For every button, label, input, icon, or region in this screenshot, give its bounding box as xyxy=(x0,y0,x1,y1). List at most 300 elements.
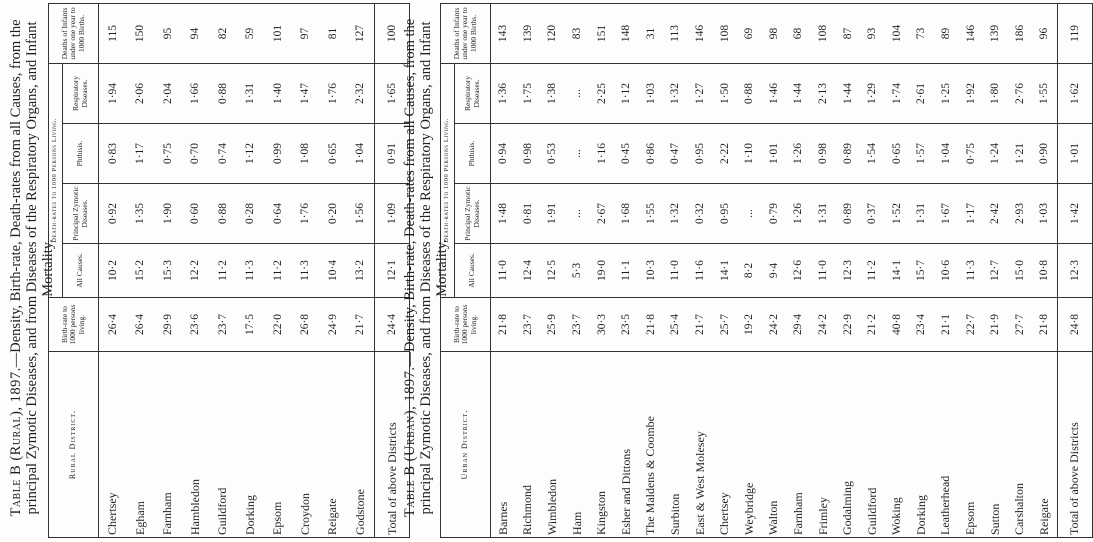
respiratory-cell: 1·40 xyxy=(264,63,292,123)
respiratory-cell: 2·04 xyxy=(154,63,182,123)
rural-phthisis-header: Phthisis. xyxy=(63,124,99,184)
respiratory-cell: 1·55 xyxy=(1032,63,1057,123)
zymotic-cell: 0·79 xyxy=(762,184,787,244)
zymotic-cell: 1·26 xyxy=(786,184,811,244)
district-name-cell xyxy=(835,352,860,538)
district-name-cell xyxy=(909,352,934,538)
infant-deaths-cell: 127 xyxy=(347,3,375,63)
infant-deaths-cell: 82 xyxy=(209,3,237,63)
phthisis-cell: 0·86 xyxy=(639,124,664,184)
district-name-cell xyxy=(786,352,811,538)
table-row xyxy=(614,3,639,537)
birth-rate-cell: 22·0 xyxy=(264,298,292,352)
phthisis-cell: 0·89 xyxy=(835,124,860,184)
infant-deaths-cell: 146 xyxy=(688,3,713,63)
all-causes-cell: 12·2 xyxy=(182,244,210,298)
table-row xyxy=(934,3,959,537)
birth-rate-cell: 24·2 xyxy=(762,298,787,352)
respiratory-cell: 1·46 xyxy=(762,63,787,123)
all-causes-cell: 15·2 xyxy=(127,244,155,298)
table-row xyxy=(1032,3,1057,537)
total-label: Total of above Districts xyxy=(1057,352,1092,538)
zymotic-cell: ... xyxy=(737,184,762,244)
birth-rate-cell: 23·5 xyxy=(614,298,639,352)
table-row xyxy=(860,3,885,537)
birth-rate-cell: 23·4 xyxy=(909,298,934,352)
urban-table xyxy=(440,3,1093,538)
phthisis-cell: 1·24 xyxy=(983,124,1008,184)
infant-deaths-cell: 143 xyxy=(491,3,516,63)
phthisis-cell: 0·53 xyxy=(540,124,565,184)
birth-rate-cell: 22·7 xyxy=(958,298,983,352)
birth-rate-cell: 24·9 xyxy=(319,298,347,352)
table-row xyxy=(762,3,787,537)
respiratory-cell: 1·27 xyxy=(688,63,713,123)
respiratory-cell: 1·29 xyxy=(860,63,885,123)
table-row xyxy=(347,3,375,537)
district-name: Richmond xyxy=(520,485,535,535)
district-name-cell xyxy=(663,352,688,538)
district-name: Egham xyxy=(132,501,147,535)
all-causes-cell: 15·3 xyxy=(154,244,182,298)
all-causes-cell: 10·3 xyxy=(639,244,664,298)
phthisis-cell: 1·26 xyxy=(786,124,811,184)
infant-deaths-cell: 186 xyxy=(1007,3,1032,63)
infant-deaths-cell: 101 xyxy=(264,3,292,63)
district-name: Barnes xyxy=(495,501,510,535)
district-name: Wimbledon xyxy=(544,478,559,535)
zymotic-cell: 2·93 xyxy=(1007,184,1032,244)
district-name-cell xyxy=(182,352,210,538)
district-name: Carshalton xyxy=(1012,483,1027,535)
table-row xyxy=(712,3,737,537)
total-infant-deaths-cell: 100 xyxy=(375,3,410,63)
table-row xyxy=(811,3,836,537)
all-causes-cell: 15·0 xyxy=(1007,244,1032,298)
district-name-cell xyxy=(540,352,565,538)
district-name-cell xyxy=(127,352,155,538)
birth-rate-cell: 23·6 xyxy=(182,298,210,352)
all-causes-cell: 5·3 xyxy=(565,244,590,298)
infant-deaths-cell: 87 xyxy=(835,3,860,63)
district-name: Godalming xyxy=(840,481,855,535)
zymotic-cell: 1·48 xyxy=(491,184,516,244)
total-all-causes-cell: 12·3 xyxy=(1057,244,1092,298)
infant-deaths-cell: 104 xyxy=(885,3,910,63)
zymotic-cell: 0·28 xyxy=(237,184,265,244)
phthisis-cell: 1·08 xyxy=(292,124,320,184)
phthisis-cell: 0·83 xyxy=(99,124,127,184)
birth-rate-cell: 21·8 xyxy=(491,298,516,352)
infant-deaths-cell: 148 xyxy=(614,3,639,63)
urban-table-body xyxy=(491,3,1093,537)
phthisis-cell: 1·16 xyxy=(589,124,614,184)
phthisis-cell: 1·54 xyxy=(860,124,885,184)
urban-death-rates-header: Death-rates to 1000 Persons Living. xyxy=(441,63,455,297)
district-name-cell xyxy=(491,352,516,538)
infant-deaths-cell: 94 xyxy=(182,3,210,63)
urban-district-header: Urban District. xyxy=(441,352,491,538)
birth-rate-cell: 29·9 xyxy=(154,298,182,352)
birth-rate-cell: 23·7 xyxy=(565,298,590,352)
phthisis-cell: 1·04 xyxy=(347,124,375,184)
respiratory-cell: 1·44 xyxy=(786,63,811,123)
district-name-cell xyxy=(860,352,885,538)
infant-deaths-cell: 69 xyxy=(737,3,762,63)
respiratory-cell: 2·61 xyxy=(909,63,934,123)
birth-rate-cell: 21·9 xyxy=(983,298,1008,352)
district-name: Guildford xyxy=(215,487,230,535)
zymotic-cell: 0·60 xyxy=(182,184,210,244)
district-name-cell xyxy=(639,352,664,538)
all-causes-cell: 11·3 xyxy=(292,244,320,298)
respiratory-cell: 2·76 xyxy=(1007,63,1032,123)
respiratory-cell: 1·80 xyxy=(983,63,1008,123)
total-label: Total of above Districts xyxy=(375,352,410,538)
respiratory-cell: 1·44 xyxy=(835,63,860,123)
district-name: Epsom xyxy=(963,501,978,535)
table-row xyxy=(319,3,347,537)
birth-rate-cell: 22·9 xyxy=(835,298,860,352)
phthisis-cell: 0·70 xyxy=(182,124,210,184)
phthisis-cell: 0·65 xyxy=(319,124,347,184)
all-causes-cell: 11·2 xyxy=(860,244,885,298)
total-birth-rate-cell: 24·8 xyxy=(1057,298,1092,352)
total-row xyxy=(1057,3,1092,537)
district-name-cell xyxy=(885,352,910,538)
phthisis-cell: 0·74 xyxy=(209,124,237,184)
phthisis-cell: 0·90 xyxy=(1032,124,1057,184)
respiratory-cell: 1·92 xyxy=(958,63,983,123)
respiratory-cell: 1·32 xyxy=(663,63,688,123)
all-causes-cell: 11·3 xyxy=(237,244,265,298)
table-row xyxy=(663,3,688,537)
all-causes-cell: 14·1 xyxy=(885,244,910,298)
phthisis-cell: 1·10 xyxy=(737,124,762,184)
district-name: Kingston xyxy=(594,490,609,535)
table-row xyxy=(209,3,237,537)
respiratory-cell: ... xyxy=(565,63,590,123)
zymotic-cell: 1·91 xyxy=(540,184,565,244)
district-name: Croydon xyxy=(297,493,312,535)
table-row xyxy=(688,3,713,537)
infant-deaths-cell: 93 xyxy=(860,3,885,63)
phthisis-cell: 1·21 xyxy=(1007,124,1032,184)
phthisis-cell: 1·04 xyxy=(934,124,959,184)
urban-phthisis-header: Phthisis. xyxy=(455,124,491,184)
table-row xyxy=(292,3,320,537)
respiratory-cell: 1·12 xyxy=(614,63,639,123)
rural-table-body xyxy=(99,3,410,537)
zymotic-cell: 0·81 xyxy=(516,184,541,244)
birth-rate-cell: 21·7 xyxy=(347,298,375,352)
table-row xyxy=(737,3,762,537)
all-causes-cell: 13·2 xyxy=(347,244,375,298)
district-name: Walton xyxy=(766,500,781,535)
all-causes-cell: 10·2 xyxy=(99,244,127,298)
table-row xyxy=(983,3,1008,537)
district-name-cell xyxy=(237,352,265,538)
infant-deaths-cell: 113 xyxy=(663,3,688,63)
table-row xyxy=(154,3,182,537)
zymotic-cell: 0·37 xyxy=(860,184,885,244)
district-name: Reigate xyxy=(325,498,340,535)
district-name-cell xyxy=(762,352,787,538)
infant-deaths-cell: 81 xyxy=(319,3,347,63)
phthisis-cell: 0·98 xyxy=(516,124,541,184)
infant-deaths-cell: 68 xyxy=(786,3,811,63)
birth-rate-cell: 21·8 xyxy=(1032,298,1057,352)
table-row xyxy=(589,3,614,537)
zymotic-cell: 1·90 xyxy=(154,184,182,244)
rural-table xyxy=(48,3,410,538)
table-row xyxy=(885,3,910,537)
zymotic-cell: 1·17 xyxy=(958,184,983,244)
district-name: Godstone xyxy=(352,489,367,535)
district-name: Esher and Dittons xyxy=(618,449,633,535)
total-birth-rate-cell: 24·4 xyxy=(375,298,410,352)
zymotic-cell: 0·95 xyxy=(712,184,737,244)
respiratory-cell: 1·94 xyxy=(99,63,127,123)
all-causes-cell: 10·4 xyxy=(319,244,347,298)
zymotic-cell: 1·68 xyxy=(614,184,639,244)
birth-rate-cell: 40·8 xyxy=(885,298,910,352)
district-name-cell xyxy=(688,352,713,538)
district-name: Reigate xyxy=(1036,498,1051,535)
zymotic-cell: 1·31 xyxy=(909,184,934,244)
all-causes-cell: 9·4 xyxy=(762,244,787,298)
urban-infant-header: Deaths of Infants under one year to 1000 Births. xyxy=(441,3,491,63)
urban-respiratory-header: Respiratory Diseases. xyxy=(455,63,491,123)
respiratory-cell: 2·25 xyxy=(589,63,614,123)
total-respiratory-cell: 1·62 xyxy=(1057,63,1092,123)
zymotic-cell: 0·20 xyxy=(319,184,347,244)
zymotic-cell: 1·56 xyxy=(347,184,375,244)
total-infant-deaths-cell: 119 xyxy=(1057,3,1092,63)
table-row xyxy=(516,3,541,537)
infant-deaths-cell: 108 xyxy=(712,3,737,63)
birth-rate-cell: 25·7 xyxy=(712,298,737,352)
all-causes-cell: 14·1 xyxy=(712,244,737,298)
zymotic-cell: 1·31 xyxy=(811,184,836,244)
district-name-cell xyxy=(589,352,614,538)
all-causes-cell: 11·0 xyxy=(491,244,516,298)
birth-rate-cell: 30·3 xyxy=(589,298,614,352)
birth-rate-cell: 17·5 xyxy=(237,298,265,352)
phthisis-cell: 0·95 xyxy=(688,124,713,184)
district-name: Weybridge xyxy=(741,482,756,535)
table-row xyxy=(1007,3,1032,537)
table-row xyxy=(264,3,292,537)
district-name: Ham xyxy=(569,511,584,535)
zymotic-cell: 1·76 xyxy=(292,184,320,244)
district-name: Sutton xyxy=(987,503,1002,535)
all-causes-cell: 12·7 xyxy=(983,244,1008,298)
rural-title-rest: —Density, Birth-rate, Death-rates from all Causes, from the principal Zymotic Diseases, and from Diseases of the Respiratory Organs, and Infant Mortality. xyxy=(8,19,56,515)
birth-rate-cell: 25·4 xyxy=(663,298,688,352)
infant-deaths-cell: 83 xyxy=(565,3,590,63)
birth-rate-cell: 21·1 xyxy=(934,298,959,352)
all-causes-cell: 11·6 xyxy=(688,244,713,298)
all-causes-cell: 12·4 xyxy=(516,244,541,298)
district-name-cell xyxy=(737,352,762,538)
zymotic-cell: 1·03 xyxy=(1032,184,1057,244)
zymotic-cell: 2·42 xyxy=(983,184,1008,244)
birth-rate-cell: 26·4 xyxy=(127,298,155,352)
birth-rate-cell: 21·2 xyxy=(860,298,885,352)
infant-deaths-cell: 108 xyxy=(811,3,836,63)
phthisis-cell: ... xyxy=(565,124,590,184)
all-causes-cell: 12·5 xyxy=(540,244,565,298)
urban-birth-rate-header: Birth-rate to 1000 persons living. xyxy=(441,298,491,352)
district-name: Guildford xyxy=(864,487,879,535)
birth-rate-cell: 24·2 xyxy=(811,298,836,352)
all-causes-cell: 15·7 xyxy=(909,244,934,298)
total-respiratory-cell: 1·65 xyxy=(375,63,410,123)
all-causes-cell: 11·2 xyxy=(264,244,292,298)
infant-deaths-cell: 151 xyxy=(589,3,614,63)
table-row xyxy=(909,3,934,537)
phthisis-cell: 0·75 xyxy=(154,124,182,184)
zymotic-cell: 0·88 xyxy=(209,184,237,244)
respiratory-cell: 1·75 xyxy=(516,63,541,123)
respiratory-cell: 1·66 xyxy=(182,63,210,123)
table-row xyxy=(237,3,265,537)
respiratory-cell: 0·88 xyxy=(737,63,762,123)
district-name: Chertsey xyxy=(105,492,120,535)
birth-rate-cell: 19·2 xyxy=(737,298,762,352)
infant-deaths-cell: 115 xyxy=(99,3,127,63)
total-zymotic-cell: 1·42 xyxy=(1057,184,1092,244)
urban-all-causes-header: All Causes. xyxy=(455,244,491,298)
phthisis-cell: 1·17 xyxy=(127,124,155,184)
zymotic-cell: 1·52 xyxy=(885,184,910,244)
respiratory-cell: 1·76 xyxy=(319,63,347,123)
district-name: Surbiton xyxy=(667,493,682,535)
all-causes-cell: 11·3 xyxy=(958,244,983,298)
rural-respiratory-header: Respiratory Diseases. xyxy=(63,63,99,123)
rural-zymotic-header: Principal Zymotic Diseases. xyxy=(63,184,99,244)
infant-deaths-cell: 139 xyxy=(983,3,1008,63)
district-name: Epsom xyxy=(270,501,285,535)
table-row xyxy=(835,3,860,537)
district-name: The Maldens & Coombe xyxy=(643,416,658,535)
district-name-cell xyxy=(1007,352,1032,538)
respiratory-cell: 1·31 xyxy=(237,63,265,123)
infant-deaths-cell: 98 xyxy=(762,3,787,63)
birth-rate-cell: 23·7 xyxy=(209,298,237,352)
phthisis-cell: 0·47 xyxy=(663,124,688,184)
phthisis-cell: 0·98 xyxy=(811,124,836,184)
zymotic-cell: 1·32 xyxy=(663,184,688,244)
table-row xyxy=(491,3,516,537)
rural-birth-rate-header: Birth-rate to 1000 persons living. xyxy=(49,298,99,352)
table-row xyxy=(786,3,811,537)
respiratory-cell: 2·13 xyxy=(811,63,836,123)
district-name-cell xyxy=(516,352,541,538)
all-causes-cell: 11·0 xyxy=(663,244,688,298)
birth-rate-cell: 23·7 xyxy=(516,298,541,352)
district-name-cell xyxy=(99,352,127,538)
district-name-cell xyxy=(811,352,836,538)
district-name: Farnham xyxy=(790,492,805,535)
district-name-cell xyxy=(154,352,182,538)
infant-deaths-cell: 97 xyxy=(292,3,320,63)
phthisis-cell: 2·22 xyxy=(712,124,737,184)
all-causes-cell: 11·1 xyxy=(614,244,639,298)
infant-deaths-cell: 59 xyxy=(237,3,265,63)
respiratory-cell: 1·25 xyxy=(934,63,959,123)
urban-title-prefix: Table B (Urban), 1897. xyxy=(402,366,418,518)
district-name: Farnham xyxy=(160,492,175,535)
all-causes-cell: 19·0 xyxy=(589,244,614,298)
total-phthisis-cell: 0·91 xyxy=(375,124,410,184)
birth-rate-cell: 26·4 xyxy=(99,298,127,352)
birth-rate-cell: 21·7 xyxy=(688,298,713,352)
respiratory-cell: 2·32 xyxy=(347,63,375,123)
district-name: Frimley xyxy=(815,497,830,535)
infant-deaths-cell: 96 xyxy=(1032,3,1057,63)
phthisis-cell: 0·99 xyxy=(264,124,292,184)
table-row xyxy=(99,3,127,537)
district-name-cell xyxy=(209,352,237,538)
district-name: Dorking xyxy=(913,495,928,535)
phthisis-cell: 1·12 xyxy=(237,124,265,184)
rural-district-header: Rural District. xyxy=(49,352,99,538)
district-name-cell xyxy=(264,352,292,538)
zymotic-cell: 1·35 xyxy=(127,184,155,244)
infant-deaths-cell: 89 xyxy=(934,3,959,63)
all-causes-cell: 10·6 xyxy=(934,244,959,298)
zymotic-cell: 0·32 xyxy=(688,184,713,244)
respiratory-cell: 1·38 xyxy=(540,63,565,123)
total-phthisis-cell: 1·01 xyxy=(1057,124,1092,184)
respiratory-cell: 1·47 xyxy=(292,63,320,123)
rural-title-prefix: Table B (Rural), 1897. xyxy=(8,367,24,517)
zymotic-cell: 0·92 xyxy=(99,184,127,244)
zymotic-cell: 1·67 xyxy=(934,184,959,244)
respiratory-cell: 1·36 xyxy=(491,63,516,123)
all-causes-cell: 11·0 xyxy=(811,244,836,298)
birth-rate-cell: 21·8 xyxy=(639,298,664,352)
district-name-cell xyxy=(292,352,320,538)
district-name: Chertsey xyxy=(717,492,732,535)
respiratory-cell: 1·50 xyxy=(712,63,737,123)
district-name-cell xyxy=(712,352,737,538)
infant-deaths-cell: 146 xyxy=(958,3,983,63)
phthisis-cell: 1·01 xyxy=(762,124,787,184)
infant-deaths-cell: 150 xyxy=(127,3,155,63)
birth-rate-cell: 27·7 xyxy=(1007,298,1032,352)
phthisis-cell: 0·65 xyxy=(885,124,910,184)
urban-zymotic-header: Principal Zymotic Diseases. xyxy=(455,184,491,244)
table-row xyxy=(182,3,210,537)
infant-deaths-cell: 73 xyxy=(909,3,934,63)
respiratory-cell: 1·03 xyxy=(639,63,664,123)
rural-infant-header: Deaths of Infants under one year to 1000 Births. xyxy=(49,3,99,63)
phthisis-cell: 0·45 xyxy=(614,124,639,184)
table-row xyxy=(540,3,565,537)
district-name-cell xyxy=(565,352,590,538)
zymotic-cell: 0·89 xyxy=(835,184,860,244)
district-name-cell xyxy=(983,352,1008,538)
table-row xyxy=(127,3,155,537)
total-zymotic-cell: 1·09 xyxy=(375,184,410,244)
urban-title-rest: —Density, Birth-rate, Death-rates from all Causes, from the principal Zymotic Diseases, and from Diseases of the Respiratory Organs, and Infant Mortality. xyxy=(402,18,450,515)
birth-rate-cell: 29·4 xyxy=(786,298,811,352)
district-name: East & West Molesey xyxy=(692,431,707,535)
zymotic-cell: 1·55 xyxy=(639,184,664,244)
